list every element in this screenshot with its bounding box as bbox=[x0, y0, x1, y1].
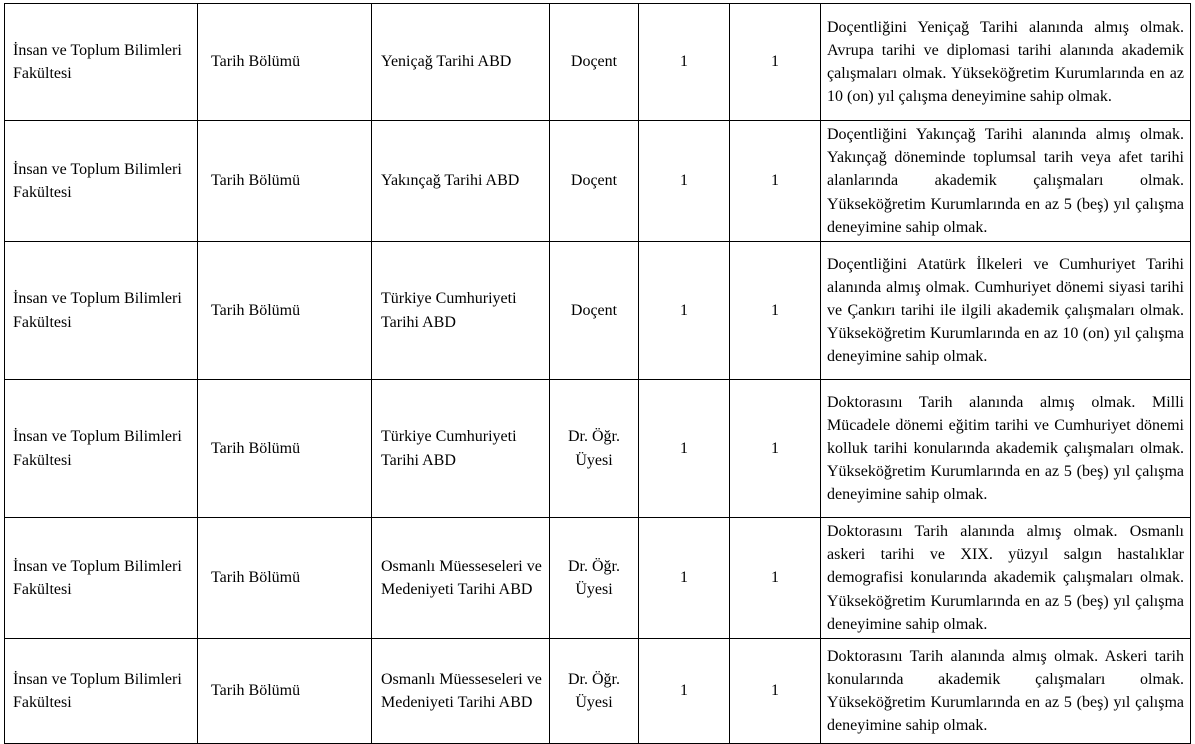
faculty-cell: İnsan ve Toplum Bilimleri Fakültesi bbox=[5, 4, 198, 121]
abd-cell: Türkiye Cumhuriyeti Tarihi ABD bbox=[372, 242, 550, 380]
department-cell: Tarih Bölümü bbox=[198, 4, 372, 121]
table-row bbox=[5, 380, 1191, 518]
count1-cell: 1 bbox=[639, 518, 730, 639]
title-cell: Doçent bbox=[550, 4, 639, 121]
requirements-cell: Doçentliğini Atatürk İlkeleri ve Cumhuriyet Tarihi alanında almış olmak. Cumhuriyet dönemi siyasi tarihi ve Çankırı tarihi ile ilgili akademik çalışmaları olmak. Yükseköğretim Kurumlarında en az 10 (on) yıl çalışma deneyimine sahip olmak. bbox=[821, 242, 1191, 380]
table-row bbox=[5, 639, 1191, 744]
faculty-cell: İnsan ve Toplum Bilimleri Fakültesi bbox=[5, 121, 198, 242]
table-row bbox=[5, 121, 1191, 242]
title-cell: Dr. Öğr. Üyesi bbox=[550, 380, 639, 518]
faculty-cell: İnsan ve Toplum Bilimleri Fakültesi bbox=[5, 639, 198, 744]
count2-cell: 1 bbox=[730, 242, 821, 380]
faculty-cell: İnsan ve Toplum Bilimleri Fakültesi bbox=[5, 242, 198, 380]
requirements-cell: Doçentliğini Yeniçağ Tarihi alanında almış olmak. Avrupa tarihi ve diplomasi tarihi alanında akademik çalışmaları olmak. Yükseköğretim Kurumlarında en az 10 (on) yıl çalışma deneyimine sahip olmak. bbox=[821, 4, 1191, 121]
title-cell: Doçent bbox=[550, 121, 639, 242]
count2-cell: 1 bbox=[730, 518, 821, 639]
count1-cell: 1 bbox=[639, 4, 730, 121]
requirements-cell: Doktorasını Tarih alanında almış olmak. Askeri tarih konularında akademik çalışmaları olmak. Yükseköğretim Kurumlarında en az 5 (beş) yıl çalışma deneyimine sahip olmak. bbox=[821, 639, 1191, 744]
count2-cell: 1 bbox=[730, 4, 821, 121]
abd-cell: Osmanlı Müesseseleri ve Medeniyeti Tarihi ABD bbox=[372, 518, 550, 639]
table-row bbox=[5, 518, 1191, 639]
table-row bbox=[5, 4, 1191, 121]
count1-cell: 1 bbox=[639, 121, 730, 242]
department-cell: Tarih Bölümü bbox=[198, 639, 372, 744]
count1-cell: 1 bbox=[639, 380, 730, 518]
requirements-cell: Doktorasını Tarih alanında almış olmak. Milli Mücadele dönemi eğitim tarihi ve Cumhuriyet dönemi kolluk tarihi konularında akademik çalışmaları olmak. Yükseköğretim Kurumlarında en az 5 (beş) yıl çalışma deneyimine sahip olmak. bbox=[821, 380, 1191, 518]
position-table bbox=[4, 3, 1191, 744]
count1-cell: 1 bbox=[639, 639, 730, 744]
table-row bbox=[5, 242, 1191, 380]
department-cell: Tarih Bölümü bbox=[198, 242, 372, 380]
title-cell: Dr. Öğr. Üyesi bbox=[550, 518, 639, 639]
count2-cell: 1 bbox=[730, 639, 821, 744]
requirements-cell: Doktorasını Tarih alanında almış olmak. Osmanlı askeri tarihi ve XIX. yüzyıl salgın hastalıklar demografisi konularında akademik çalışmaları olmak. Yükseköğretim Kurumlarında en az 5 (beş) yıl çalışma deneyimine sahip olmak. bbox=[821, 518, 1191, 639]
faculty-cell: İnsan ve Toplum Bilimleri Fakültesi bbox=[5, 380, 198, 518]
requirements-cell: Doçentliğini Yakınçağ Tarihi alanında almış olmak. Yakınçağ döneminde toplumsal tarih veya afet tarihi alanlarında akademik çalışmaları olmak. Yükseköğretim Kurumlarında en az 5 (beş) yıl çalışma deneyimine sahip olmak. bbox=[821, 121, 1191, 242]
department-cell: Tarih Bölümü bbox=[198, 380, 372, 518]
abd-cell: Yakınçağ Tarihi ABD bbox=[372, 121, 550, 242]
abd-cell: Osmanlı Müesseseleri ve Medeniyeti Tarihi ABD bbox=[372, 639, 550, 744]
title-cell: Dr. Öğr. Üyesi bbox=[550, 639, 639, 744]
abd-cell: Yeniçağ Tarihi ABD bbox=[372, 4, 550, 121]
abd-cell: Türkiye Cumhuriyeti Tarihi ABD bbox=[372, 380, 550, 518]
department-cell: Tarih Bölümü bbox=[198, 518, 372, 639]
count2-cell: 1 bbox=[730, 380, 821, 518]
faculty-cell: İnsan ve Toplum Bilimleri Fakültesi bbox=[5, 518, 198, 639]
count1-cell: 1 bbox=[639, 242, 730, 380]
title-cell: Doçent bbox=[550, 242, 639, 380]
count2-cell: 1 bbox=[730, 121, 821, 242]
department-cell: Tarih Bölümü bbox=[198, 121, 372, 242]
